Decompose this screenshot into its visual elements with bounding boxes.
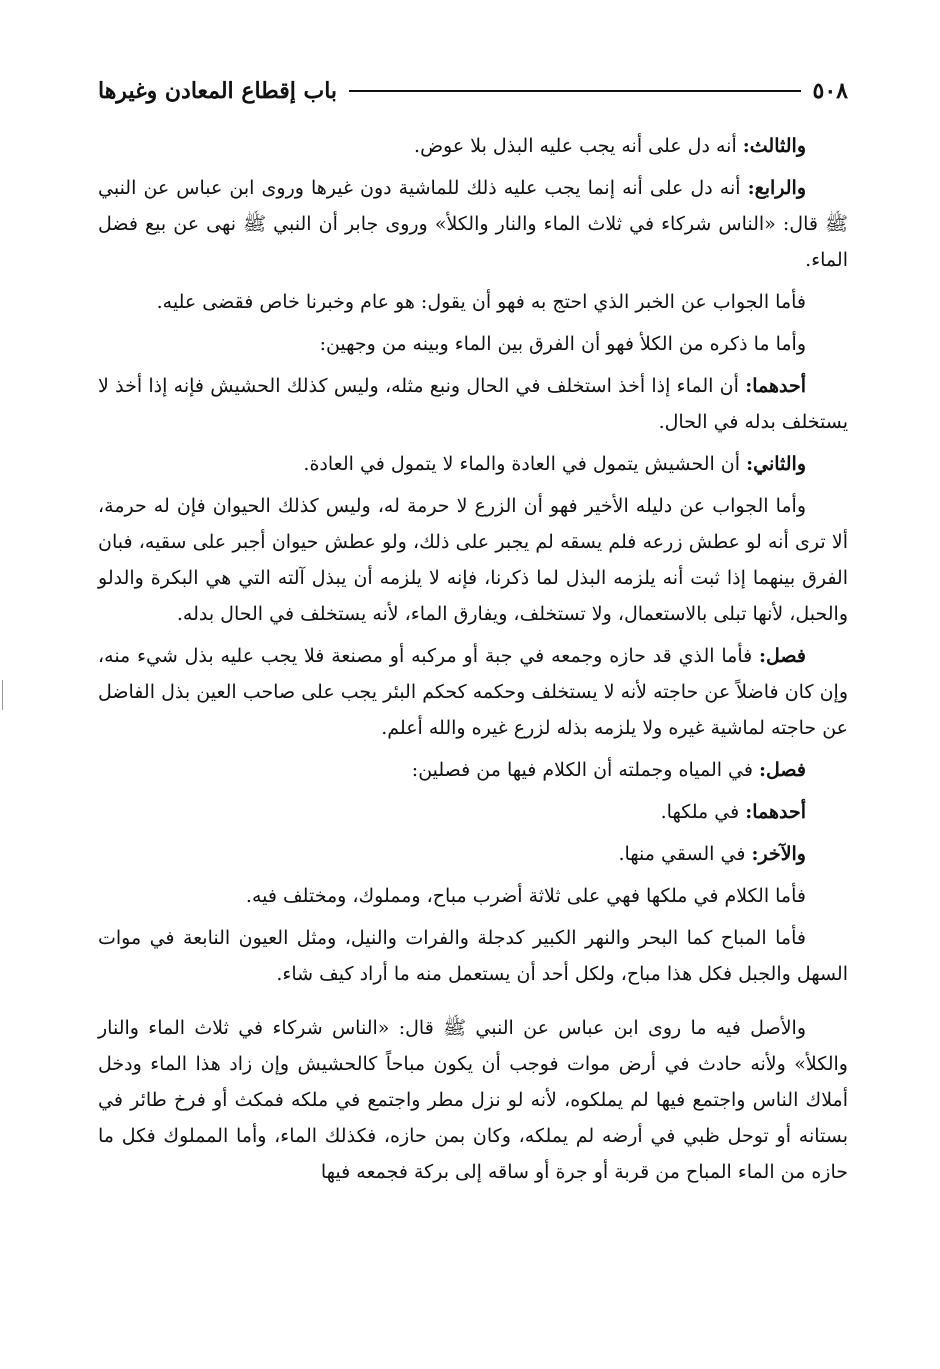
paragraph	[98, 128, 848, 164]
paragraph	[98, 752, 848, 788]
paragraph	[98, 638, 848, 746]
paragraph-lead: أحدهما:	[745, 375, 806, 397]
paragraph-text: فأما المباح كما البحر والنهر الكبير كدجلة والفرات والنيل، ومثل العيون النابعة في موات السهل والجبل فكل هذا مباح، ولكل أحد أن يستعمل منه ما أراد كيف شاء.	[98, 927, 848, 985]
paragraph-text: وأما الجواب عن دليله الأخير فهو أن الزرع لا حرمة له، وليس كذلك الحيوان فإن له حرمة، ألا ترى أنه لو عطش زرعه فلم يسقه لم يجبر على ذلك، ولو عطش حيوان أجبر على سقيه، فبان الفرق بينهما إذا ثبت أنه يلزمه البذل لما ذكرنا، فإنه لا يلزمه أن يبذل آلته التي هي البكرة والدلو والحبل، لأنها تبلى بالاستعمال، ولا تستخلف، ويفارق الماء، لأنه يستخلف في الحال بدله.	[98, 495, 848, 625]
paragraph-lead: فصل:	[759, 759, 806, 781]
paragraph-text: في السقي منها.	[618, 843, 752, 865]
paragraph	[98, 368, 848, 440]
paragraph-lead: والآخر:	[751, 843, 806, 865]
paragraph	[98, 920, 848, 992]
paragraph-text: أن الماء إذا أخذ استخلف في الحال ونبع مثله، وليس كذلك الحشيش فإنه إذا أخذ لا يستخلف بدله في الحال.	[98, 375, 848, 433]
paragraph-text: فأما الكلام في ملكها فهي على ثلاثة أضرب مباح، ومملوك، ومختلف فيه.	[245, 885, 806, 907]
paragraph	[98, 284, 848, 320]
chapter-title: باب إقطاع المعادن وغيرها	[98, 78, 338, 104]
paragraph-lead: والرابع:	[747, 177, 806, 199]
paragraph-text: فأما الجواب عن الخبر الذي احتج به فهو أن يقول: هو عام وخبرنا خاص فقضى عليه.	[156, 291, 806, 313]
paragraph-text: فأما الذي قد حازه وجمعه في جبة أو مركبه أو مصنعة فلا يجب عليه بذل شيء منه، وإن كان فاضلاً عن حاجته لأنه لا يستخلف وحكمه كحكم البئر يجب على صاحب العين بذل الفاضل عن حاجته لماشية غيره ولا يلزمه بذله لزرع غيره والله أعلم.	[98, 645, 848, 739]
paragraph-text: وأما ما ذكره من الكلأ فهو أن الفرق بين الماء وبينه من وجهين:	[319, 333, 806, 355]
paragraph	[98, 488, 848, 632]
paragraph	[98, 836, 848, 872]
paragraph	[98, 170, 848, 278]
paragraph-text: في المياه وجملته أن الكلام فيها من فصلين:	[411, 759, 760, 781]
paragraph-text: أنه دل على أنه إنما يجب عليه ذلك للماشية دون غيرها وروى ابن عباس عن النبي ﷺ قال: «الناس شركاء في ثلاث الماء والنار والكلأ» وروى جابر أن النبي ﷺ نهى عن بيع فضل الماء.	[98, 177, 848, 271]
paragraph-text: أنه دل على أنه يجب عليه البذل بلا عوض.	[414, 135, 743, 157]
margin-mark	[2, 680, 9, 710]
page-header	[98, 74, 848, 108]
paragraph-text: أن الحشيش يتمول في العادة والماء لا يتمول في العادة.	[303, 453, 747, 475]
paragraph	[98, 878, 848, 914]
header-rule	[349, 90, 801, 92]
paragraph-text: والأصل فيه ما روى ابن عباس عن النبي ﷺ قال: «الناس شركاء في ثلاث الماء والنار والكلأ» ولأنه حادث في أرض موات فوجب أن يكون مباحاً كالحشيش وإن زاد هذا الماء ودخل أملاك الناس واجتمع فيها لم يملكوه، لأنه لو نزل مطر واجتمع في ملكه فمكث أو فرخ طائر في بستانه أو توحل ظبي في أرضه لم يملكه، وكان بمن حازه، فكذلك الماء، وأما المملوك فكل ما حازه من الماء المباح من قربة أو جرة أو ساقه إلى بركة فجمعه فيها	[98, 1017, 848, 1183]
paragraph	[98, 1010, 848, 1190]
paragraph-text: في ملكها.	[660, 801, 746, 823]
paragraph-lead: فصل:	[759, 645, 806, 667]
paragraph-lead: أحدهما:	[745, 801, 806, 823]
page-number: ٥٠٨	[812, 78, 848, 104]
paragraph	[98, 794, 848, 830]
paragraph	[98, 326, 848, 362]
paragraph-lead: والثالث:	[742, 135, 806, 157]
paragraph-lead: والثاني:	[746, 453, 806, 475]
body-text	[98, 128, 848, 1196]
paragraph	[98, 446, 848, 482]
